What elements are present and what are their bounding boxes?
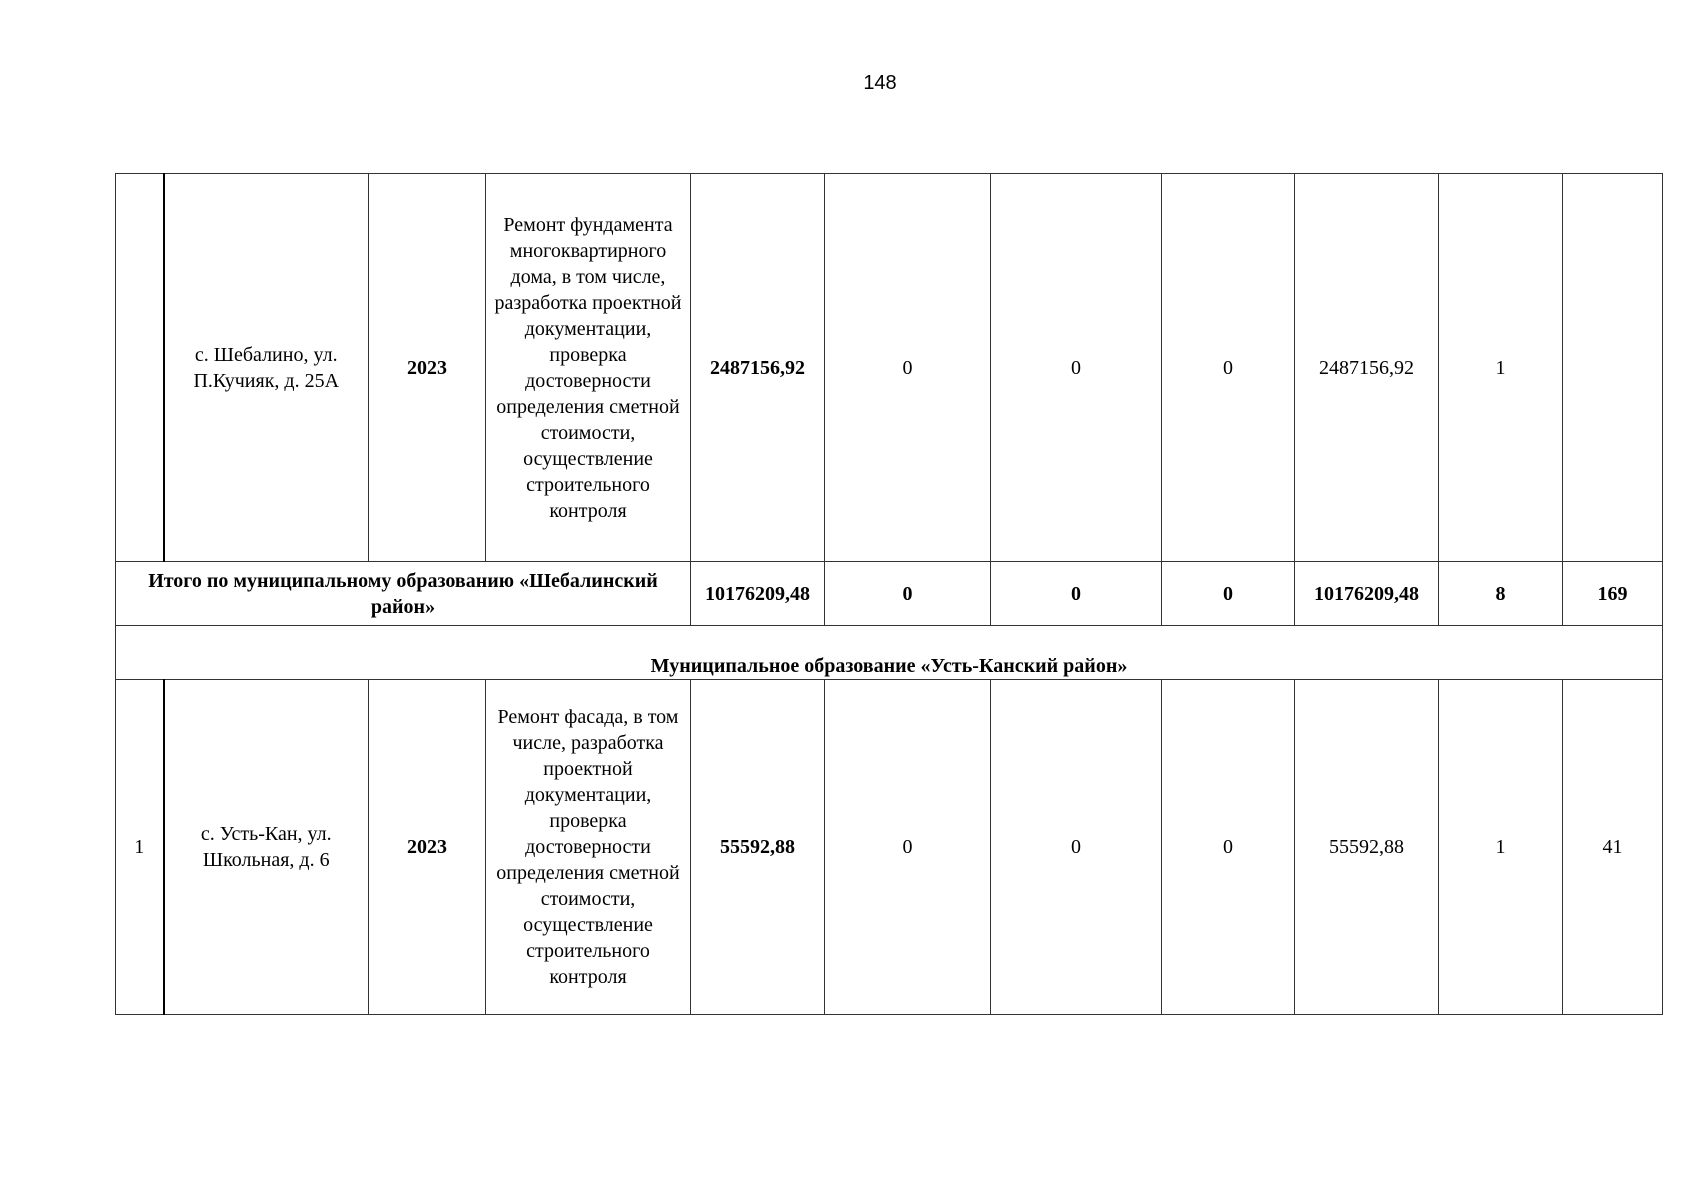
table-row-shebalino-item	[116, 174, 1663, 562]
page-number: 148	[863, 72, 897, 94]
repair-program-table	[115, 173, 1663, 1015]
work-type-cell: Ремонт фундамента многоквартирного дома, в том числе, разработка проектной документации, проверка достоверности определения сметной стоимости, осуществление строительного контроля	[486, 174, 691, 562]
count-cell: 1	[1439, 680, 1563, 1015]
subtotal-fund-3: 0	[1162, 562, 1295, 626]
subtotal-count: 8	[1439, 562, 1563, 626]
extra-cell	[1563, 174, 1663, 562]
extra-cell: 41	[1563, 680, 1663, 1015]
total-cost-cell: 55592,88	[691, 680, 825, 1015]
fund-cell-1: 0	[825, 174, 991, 562]
fund-cell-3: 0	[1162, 174, 1295, 562]
section-title: Муниципальное образование «Усть-Канский район»	[116, 626, 1663, 680]
work-type-cell: Ремонт фасада, в том числе, разработка проектной документации, проверка достоверности определения сметной стоимости, осуществление строительного контроля	[486, 680, 691, 1015]
subtotal-total-cost: 10176209,48	[691, 562, 825, 626]
fund-cell-4: 2487156,92	[1295, 174, 1439, 562]
total-cost-cell: 2487156,92	[691, 174, 825, 562]
table-row-section-header	[116, 626, 1663, 680]
fund-cell-3: 0	[1162, 680, 1295, 1015]
table-row-ust-kan-item	[116, 680, 1663, 1015]
subtotal-label: Итого по муниципальному образованию «Шебалинский район»	[116, 562, 691, 626]
subtotal-fund-2: 0	[991, 562, 1162, 626]
subtotal-fund-1: 0	[825, 562, 991, 626]
fund-cell-1: 0	[825, 680, 991, 1015]
count-cell: 1	[1439, 174, 1563, 562]
address-cell: с. Усть-Кан, ул. Школьная, д. 6	[164, 680, 369, 1015]
fund-cell-2: 0	[991, 174, 1162, 562]
fund-cell-4: 55592,88	[1295, 680, 1439, 1015]
row-number	[116, 174, 164, 562]
subtotal-fund-4: 10176209,48	[1295, 562, 1439, 626]
table-row-shebalino-total	[116, 562, 1663, 626]
address-cell: с. Шебалино, ул. П.Кучияк, д. 25А	[164, 174, 369, 562]
fund-cell-2: 0	[991, 680, 1162, 1015]
row-number: 1	[116, 680, 164, 1015]
year-cell: 2023	[369, 680, 486, 1015]
year-cell: 2023	[369, 174, 486, 562]
subtotal-extra: 169	[1563, 562, 1663, 626]
